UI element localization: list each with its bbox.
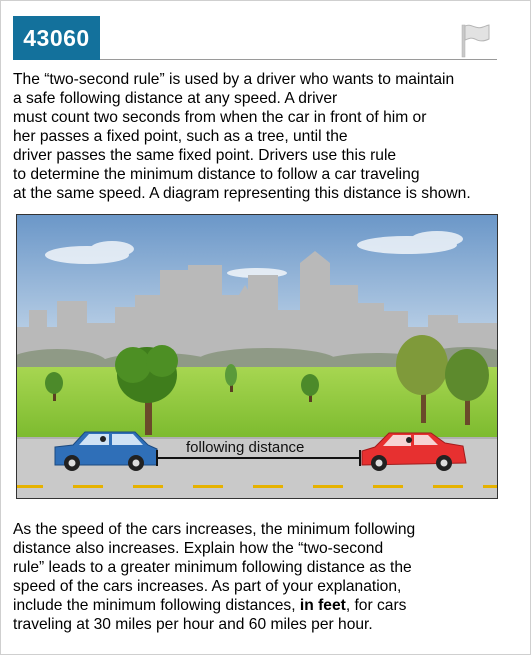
header-divider bbox=[100, 59, 497, 60]
stimulus-line: must count two seconds from when the car in front of him or bbox=[13, 109, 427, 126]
prompt-line: traveling at 30 miles per hour and 60 miles per hour. bbox=[13, 616, 373, 633]
stimulus-line: a safe following distance at any speed. A driver bbox=[13, 90, 338, 107]
emphasis-in-feet: in feet bbox=[299, 597, 346, 614]
following-distance-diagram bbox=[16, 214, 498, 499]
prompt-line: distance also increases. Explain how the “two-second bbox=[13, 540, 384, 557]
prompt-line: As the speed of the cars increases, the minimum following bbox=[13, 521, 416, 538]
stimulus-line: at the same speed. A diagram representing this distance is shown. bbox=[13, 185, 471, 202]
prompt-line: rule” leads to a greater minimum following distance as the bbox=[13, 559, 412, 576]
stimulus-line: The “two-second rule” is used by a driver who wants to maintain bbox=[13, 71, 455, 88]
stimulus-line: to determine the minimum distance to follow a car traveling bbox=[13, 166, 420, 183]
item-id-badge: 43060 bbox=[13, 16, 100, 60]
prompt-text-segment: include the minimum following distances, bbox=[13, 597, 300, 614]
prompt-line bbox=[13, 596, 415, 615]
stimulus-line: driver passes the same fixed point. Drivers use this rule bbox=[13, 147, 397, 164]
prompt-line: speed of the cars increases. As part of your explanation, bbox=[13, 578, 402, 595]
prompt-text bbox=[13, 520, 415, 634]
flag-icon[interactable] bbox=[458, 22, 492, 58]
stimulus-text bbox=[13, 70, 471, 203]
stimulus-line: her passes a fixed point, such as a tree, until the bbox=[13, 128, 348, 145]
prompt-text-segment: , for cars bbox=[345, 597, 407, 614]
following-distance-label: following distance bbox=[186, 439, 305, 456]
